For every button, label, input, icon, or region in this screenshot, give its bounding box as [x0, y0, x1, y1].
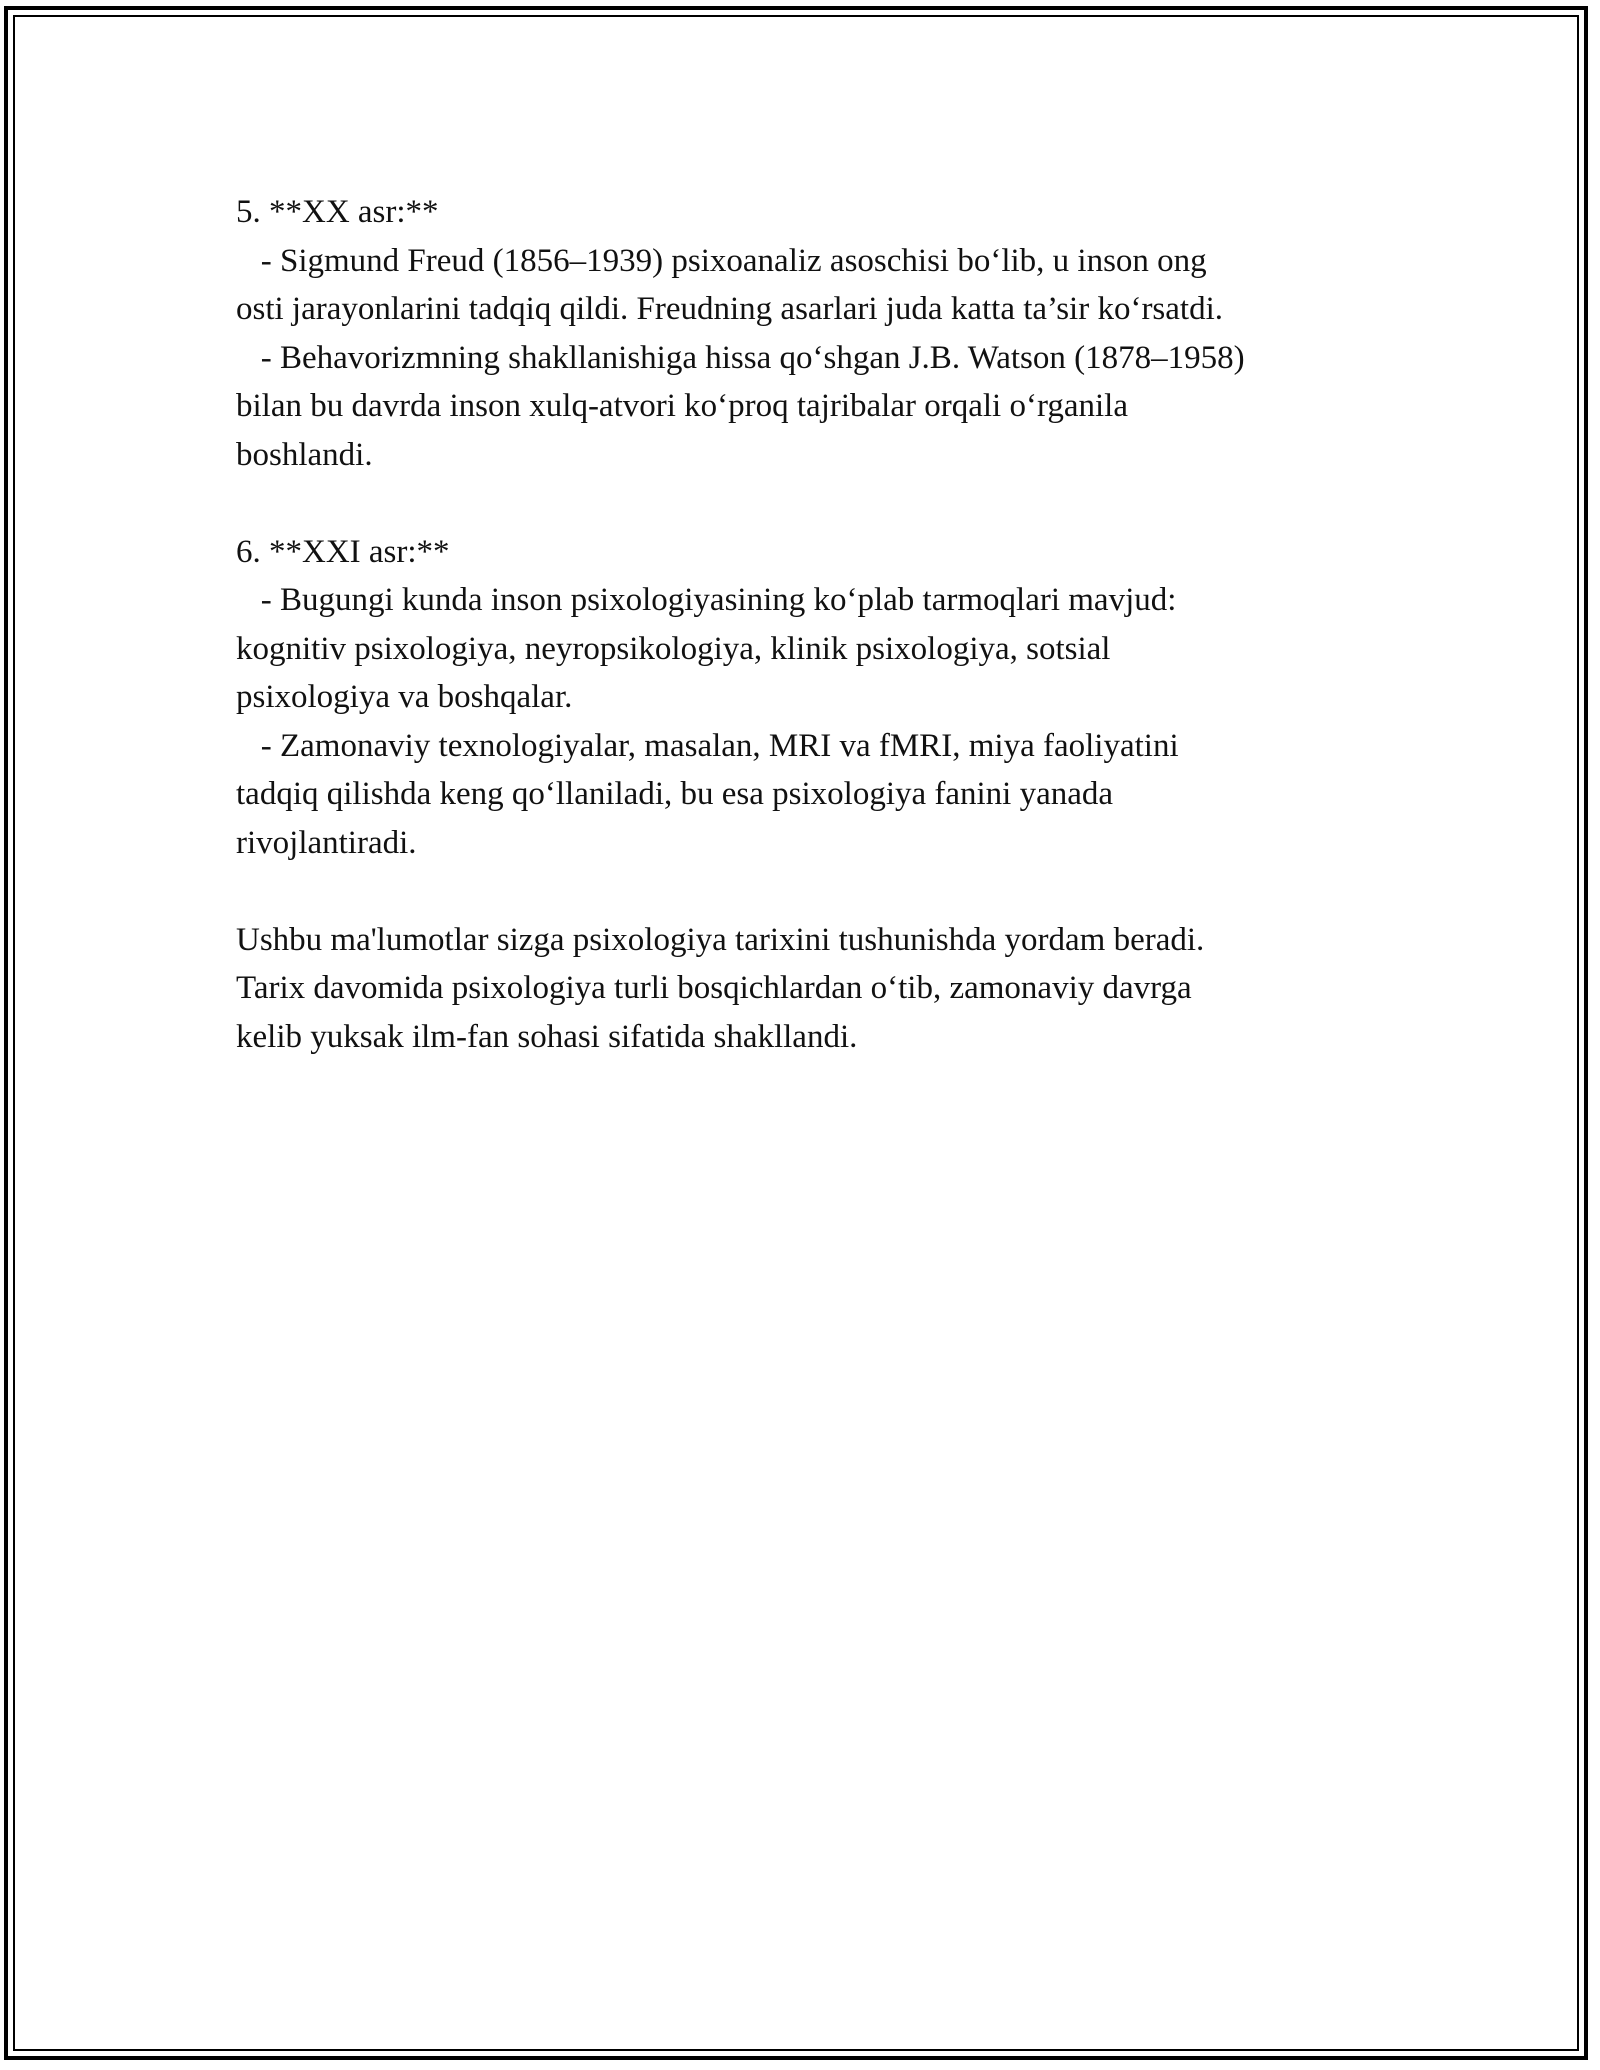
section-xxi-century — [236, 528, 1416, 868]
blank-line — [236, 867, 1416, 916]
paragraph-line: Tarix davomida psixologiya turli bosqichlardan o‘tib, zamonaviy davrga — [236, 970, 1192, 1006]
paragraph-line: bilan bu davrda inson xulq-atvori ko‘proq tajribalar orqali o‘rganila — [236, 388, 1128, 424]
paragraph-line: kelib yuksak ilm-fan sohasi sifatida shakllandi. — [236, 1018, 858, 1055]
document-body — [236, 188, 1416, 1061]
section-heading: 6. **XXI asr:** — [236, 533, 450, 570]
paragraph-line: psixologiya va boshqalar. — [236, 679, 573, 715]
paragraph-line: tadqiq qilishda keng qo‘llaniladi, bu esa psixologiya fanini yanada — [236, 776, 1114, 812]
paragraph-line: - Bugungi kunda inson psixologiyasining ko‘plab tarmoqlari mavjud: — [236, 582, 1177, 618]
paragraph-line: rivojlantiradi. — [236, 824, 417, 861]
paragraph-line: boshlandi. — [236, 436, 373, 473]
section-xx-century — [236, 188, 1416, 479]
paragraph-line: - Zamonaviy texnologiyalar, masalan, MRI va fMRI, miya faoliyatini — [236, 727, 1179, 764]
section-heading: 5. **XX asr:** — [236, 194, 439, 230]
blank-line — [236, 479, 1416, 528]
paragraph-line: - Sigmund Freud (1856–1939) psixoanaliz asoschisi bo‘lib, u inson ong — [236, 242, 1207, 279]
paragraph-line: - Behavorizmning shakllanishiga hissa qo‘shgan J.B. Watson (1878–1958) — [236, 339, 1245, 376]
paragraph-line: osti jarayonlarini tadqiq qildi. Freudning asarlari juda katta ta’sir ko‘rsatdi. — [236, 291, 1224, 327]
conclusion-paragraph — [236, 916, 1416, 1062]
paragraph-line: kognitiv psixologiya, neyropsikologiya, klinik psixologiya, sotsial — [236, 630, 1111, 667]
paragraph-line: Ushbu ma'lumotlar sizga psixologiya tarixini tushunishda yordam beradi. — [236, 921, 1205, 958]
